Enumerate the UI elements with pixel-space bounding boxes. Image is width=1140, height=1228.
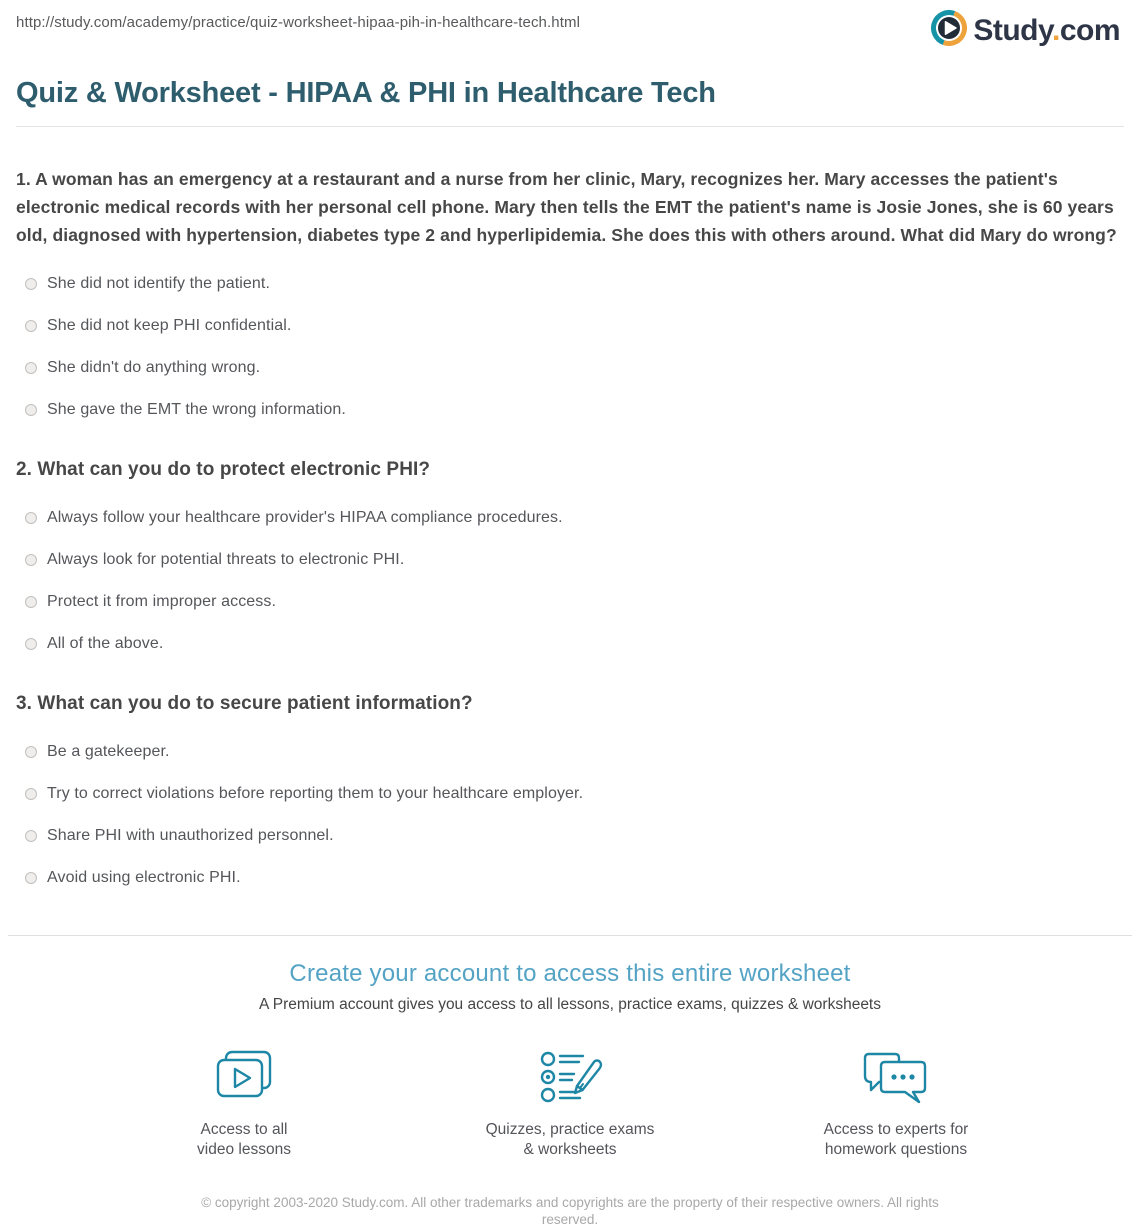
radio-button[interactable]	[25, 596, 37, 608]
quiz-pencil-icon	[536, 1046, 604, 1108]
question-3-text: 3. What can you do to secure patient information?	[16, 693, 473, 714]
question-1	[16, 165, 1124, 419]
feature-label: Quizzes, practice exams & worksheets	[485, 1121, 655, 1158]
feature-quizzes	[455, 1046, 685, 1160]
answer-option[interactable]	[16, 827, 1124, 845]
copyright-notice: © copyright 2003-2020 Study.com. All other trademarks and copyrights are the property of their respective owners. All rights reserved.	[201, 1195, 939, 1227]
answer-option[interactable]	[16, 743, 1124, 761]
study-logo[interactable]	[931, 10, 1120, 51]
option-label: Try to correct violations before reporting them to your healthcare employer.	[47, 785, 584, 802]
question-1-text: 1. A woman has an emergency at a restaurant and a nurse from her clinic, Mary, recognizes her. Mary accesses the patient's electronic medical records with her personal cell phone. Mary then tells the EMT the patient's name is Josie Jones, she is 60 years old, diagnosed with hypertension, diabetes type 2 and hyperlipidemia. She does this with others around. What did Mary do wrong?	[16, 169, 1117, 245]
features-row	[16, 1046, 1124, 1160]
question-3-options	[16, 743, 1124, 887]
video-lessons-icon	[213, 1046, 275, 1108]
answer-option[interactable]	[16, 359, 1124, 377]
option-label: She did not identify the patient.	[47, 275, 271, 292]
radio-button[interactable]	[25, 404, 37, 416]
answer-option[interactable]	[16, 509, 1124, 527]
signup-title-link[interactable]: Create your account to access this entire worksheet	[289, 960, 851, 987]
option-label: Always look for potential threats to electronic PHI.	[47, 551, 405, 568]
option-label: She gave the EMT the wrong information.	[47, 401, 346, 418]
option-label: Protect it from improper access.	[47, 593, 277, 610]
feature-label: Access to all video lessons	[197, 1121, 291, 1158]
title-divider	[16, 126, 1124, 127]
radio-button[interactable]	[25, 746, 37, 758]
answer-option[interactable]	[16, 275, 1124, 293]
question-2	[16, 457, 1124, 653]
radio-button[interactable]	[25, 638, 37, 650]
chat-bubbles-icon	[861, 1046, 931, 1108]
signup-divider	[8, 935, 1132, 936]
radio-button[interactable]	[25, 320, 37, 332]
answer-option[interactable]	[16, 635, 1124, 653]
answer-option[interactable]	[16, 317, 1124, 335]
option-label: She did not keep PHI confidential.	[47, 317, 292, 334]
answer-option[interactable]	[16, 785, 1124, 803]
radio-button[interactable]	[25, 362, 37, 374]
radio-button[interactable]	[25, 830, 37, 842]
radio-button[interactable]	[25, 872, 37, 884]
signup-subtitle: A Premium account gives you access to all lessons, practice exams, quizzes & worksheets	[259, 996, 881, 1013]
option-label: Avoid using electronic PHI.	[47, 869, 241, 886]
header	[16, 0, 1124, 51]
page-url: http://study.com/academy/practice/quiz-worksheet-hipaa-pih-in-healthcare-tech.html	[16, 14, 581, 31]
question-3	[16, 691, 1124, 887]
option-label: All of the above.	[47, 635, 164, 652]
radio-button[interactable]	[25, 278, 37, 290]
feature-video-lessons	[129, 1046, 359, 1160]
option-label: She didn't do anything wrong.	[47, 359, 261, 376]
feature-label: Access to experts for homework questions	[823, 1121, 969, 1158]
study-logo-icon	[931, 10, 967, 51]
radio-button[interactable]	[25, 512, 37, 524]
question-1-options	[16, 275, 1124, 419]
option-label: Share PHI with unauthorized personnel.	[47, 827, 334, 844]
option-label: Be a gatekeeper.	[47, 743, 170, 760]
answer-option[interactable]	[16, 869, 1124, 887]
answer-option[interactable]	[16, 401, 1124, 419]
answer-option[interactable]	[16, 593, 1124, 611]
radio-button[interactable]	[25, 554, 37, 566]
question-2-options	[16, 509, 1124, 653]
option-label: Always follow your healthcare provider's HIPAA compliance procedures.	[47, 509, 563, 526]
study-logo-text: Study.com	[973, 13, 1120, 47]
feature-experts	[781, 1046, 1011, 1160]
question-2-text: 2. What can you do to protect electronic PHI?	[16, 459, 431, 480]
radio-button[interactable]	[25, 788, 37, 800]
answer-option[interactable]	[16, 551, 1124, 569]
signup-section	[16, 960, 1124, 1160]
page-title: Quiz & Worksheet - HIPAA & PHI in Healthcare Tech	[16, 77, 716, 109]
